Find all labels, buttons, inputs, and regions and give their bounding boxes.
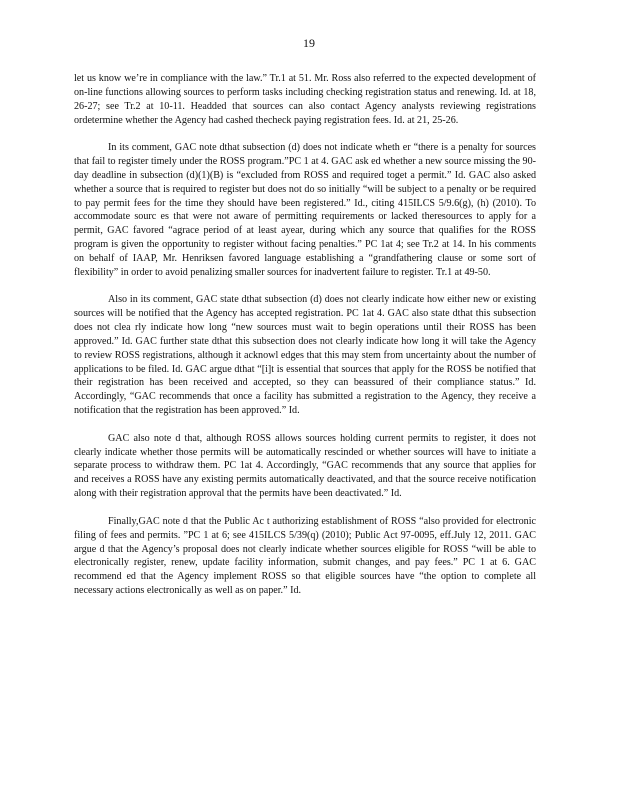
paragraph-notification-comment: Also in its comment, GAC state dthat subsection (d) does not clearly indicate how either new or existing sources will be notified that the Agency has accepted registration. PC 1at 4. GAC also state dthat this subsection does not clea rly indicate how long “new sources must wait to begin operations until their ROSS has been approved.” Id. GAC further state dthat this subsection does not clearly indicate how long it will take the Agency to review ROSS registrations, although it acknowl edges that this may stem from uncertainty about the number of applications to be filed. Id. GAC argue dthat “[i]t is essential that sources that apply for the ROSS be notified that their registration has been received and accepted, so they can beassured of their compliance status.” Id. Accordingly, “GAC recommends that once a facility has submitted a registration to the Agency, they receive a notification that the registration has been approved.” Id. bbox=[74, 294, 536, 417]
page-number: 19 bbox=[303, 36, 315, 50]
document-body bbox=[74, 72, 536, 612]
paragraph-hearing-testimony: let us know we’re in compliance with the law.” Tr.1 at 51. Mr. Ross also referred to the expected development of on-line functions allowing sources to perform tasks including checking registration status and renewing. Id. at 18, 26-27; see Tr.2 at 10-11. Headded that sources can also contact Agency analysts reviewing registrations ordetermine whether the Agency had cashed thecheck paying registration fees. Id. at 21, 25-26. bbox=[74, 73, 536, 126]
paragraph-permit-rescission: GAC also note d that, although ROSS allows sources holding current permits to register, it does not clearly indicate whether those permits will be automatically rescinded or whether sources will have to initiate a separate process to withdraw them. PC 1at 4. Accordingly, “GAC recommends that any source that applies for and receives a ROSS have any existing permits automatically deactivated, and that the source receive notification along with their registration approval that the permits have been deactivated.” Id. bbox=[74, 432, 536, 500]
paragraph-electronic-filing: Finally,GAC note d that the Public Ac t authorizing establishment of ROSS “also provided for electronic filing of fees and permits. ”PC 1 at 6; see 415ILCS 5/39(q) (2010); Public Act 97-0095, eff.July 12, 2011. GAC argue d that the Agency’s proposal does not clearly indicate whether sources eligible for ROSS “will be able to electronically register, renew, update facility information, submit changes, and pay fees.” PC 1 at 6. GAC recommend ed that the Agency implement ROSS so that eligible sources have “the option to complete all necessary actions electronically as well as on paper.” Id. bbox=[74, 515, 536, 597]
paragraph-penalty-comment: In its comment, GAC note dthat subsection (d) does not indicate wheth er “there is a penalty for sources that fail to register timely under the ROSS program.”PC 1 at 4. GAC ask ed whether a new source missing the 90-day deadline in subsection (d)(1)(B) is “excluded from ROSS and required toget a permit.” Id. GAC also asked whether a source that is required to register but does not do so initially “will be subject to a penalty or be required to pay permit fees for the time they should have been registered.” Id., citing 415ILCS 5/9.6(g), (h) (2010). To accommodate sourc es that were not aware of permitting requirements or lacked theresources to apply for a permit, GAC favored “agrace period of at least ayear, during which any source that qualifies for the ROSS program is given the opportunity to register without facing penalties.” PC 1at 4; see Tr.2 at 14. In his comments on behalf of IAAP, Mr. Henriksen favored language establishing a “grandfathering clause or some sort of flexibility” in order to avoid penalizing smaller sources for inadvertent failure to register. Tr.1 at 49-50. bbox=[74, 142, 536, 278]
